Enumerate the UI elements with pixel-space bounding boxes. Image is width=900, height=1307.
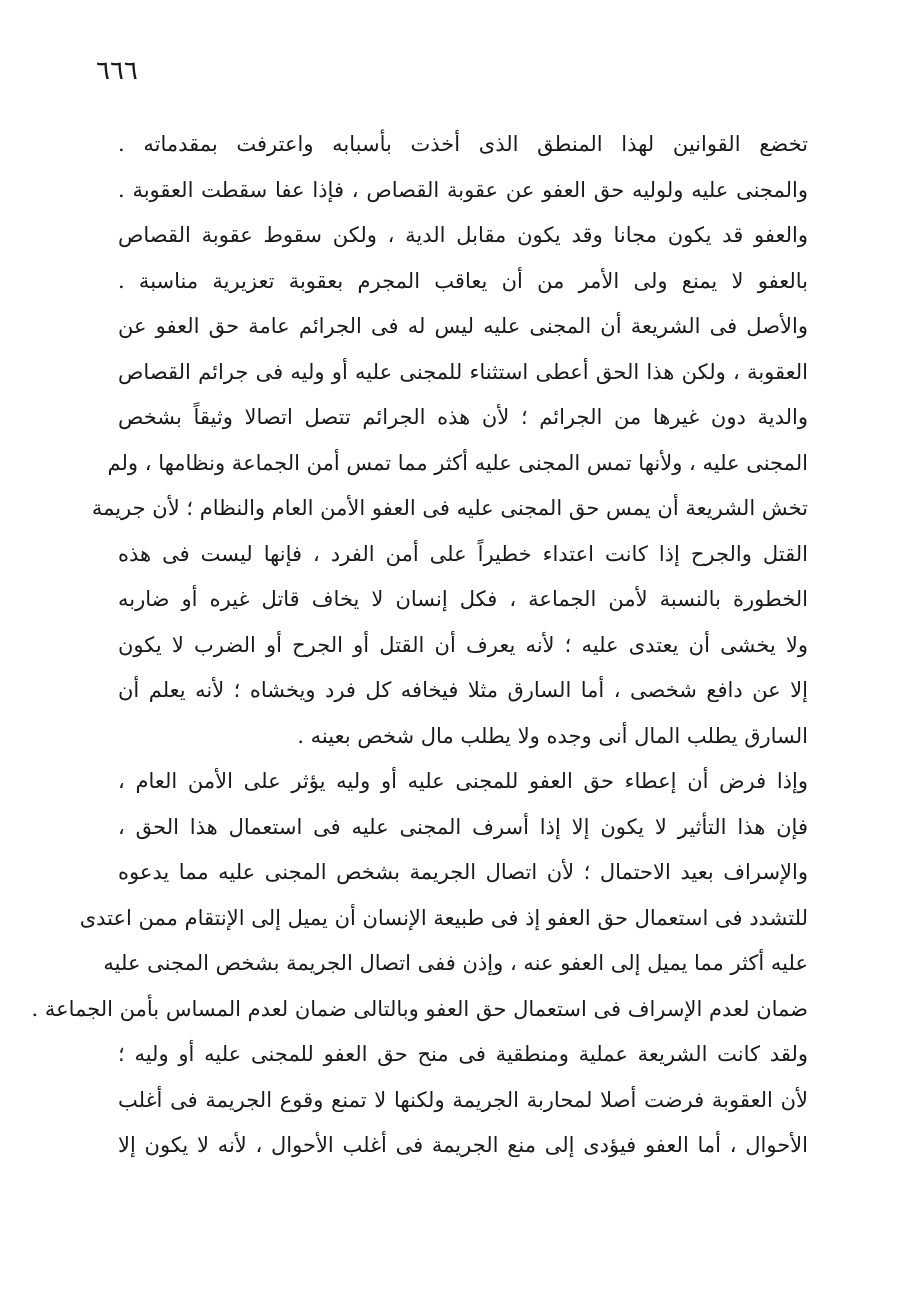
text-line-23: الأحوال ، أما العفو فيؤدى إلى منع الجريمة فى أغلب الأحوال ، لأنه لا يكون إلا (118, 1133, 808, 1157)
body-text (31, 122, 808, 1169)
text-line-20: ضمان لعدم الإسراف فى استعمال حق العفو وبالتالى ضمان لعدم المساس بأمن الجماعة . (31, 996, 808, 1021)
text-line-8: المجنى عليه ، ولأنها تمس المجنى عليه أكثر مما تمس أمن الجماعة ونظامها ، ولم (107, 450, 808, 475)
text-line-10: القتل والجرح إذا كانت اعتداء خطيراً على أمن الفرد ، فإنها ليست فى هذه (118, 541, 808, 566)
text-line-1: تخضع القوانين لهذا المنطق الذى أخذت بأسبابه واعترفت بمقدماته . (118, 132, 808, 156)
text-line-13: إلا عن دافع شخصى ، أما السارق مثلا فيخافه كل فرد ويخشاه ؛ لأنه يعلم أن (118, 678, 808, 702)
text-line-9: تخش الشريعة أن يمس حق المجنى عليه فى العفو الأمن العام والنظام ؛ لأن جريمة (91, 496, 808, 520)
text-line-22: لأن العقوبة فرضت أصلا لمحاربة الجريمة ولكنها لا تمنع وقوع الجريمة فى أغلب (118, 1087, 808, 1112)
text-line-11: الخطورة بالنسبة لأمن الجماعة ، فكل إنسان لا يخاف قاتل غيره أو ضاربه (118, 587, 808, 611)
text-line-21: ولقد كانت الشريعة عملية ومنطقية فى منح حق العفو للمجنى عليه أو وليه ؛ (118, 1042, 808, 1066)
text-line-17: والإسراف بعيد الاحتمال ؛ لأن اتصال الجريمة بشخص المجنى عليه مما يدعوه (118, 860, 808, 884)
text-line-18: للتشدد فى استعمال حق العفو إذ فى طبيعة الإنسان أن يميل إلى الإنتقام ممن اعتدى (79, 905, 808, 930)
text-line-15: وإذا فرض أن إعطاء حق العفو للمجنى عليه أو وليه يؤثر على الأمن العام ، (118, 769, 808, 793)
text-line-6: العقوبة ، ولكن هذا الحق أعطى استثناء للمجنى عليه أو وليه فى جرائم القصاص (118, 359, 808, 384)
text-line-5: والأصل فى الشريعة أن المجنى عليه ليس له فى الجرائم عامة حق العفو عن (118, 314, 808, 338)
text-line-12: ولا يخشى أن يعتدى عليه ؛ لأنه يعرف أن القتل أو الجرح أو الضرب لا يكون (118, 632, 808, 657)
text-line-3: والعفو قد يكون مجانا وقد يكون مقابل الدية ، ولكن سقوط عقوبة القصاص (118, 223, 808, 247)
text-line-16: فإن هذا التأثير لا يكون إلا إذا أسرف المجنى عليه فى استعمال هذا الحق ، (118, 814, 808, 839)
page-number: ٦٦٦ (96, 56, 138, 86)
text-line-4: بالعفو لا يمنع ولى الأمر من أن يعاقب المجرم بعقوبة تعزيرية مناسبة . (118, 268, 808, 293)
text-line-14: السارق يطلب المال أنى وجده ولا يطلب مال شخص بعينه . (297, 723, 808, 748)
text-line-7: والدية دون غيرها من الجرائم ؛ لأن هذه الجرائم تتصل اتصالا وثيقاً بشخص (118, 405, 808, 429)
text-line-19: عليه أكثر مما يميل إلى العفو عنه ، وإذن ففى اتصال الجريمة بشخص المجنى عليه (103, 951, 808, 975)
text-line-2: والمجنى عليه ولوليه حق العفو عن عقوبة القصاص ، فإذا عفا سقطت العقوبة . (118, 177, 808, 202)
